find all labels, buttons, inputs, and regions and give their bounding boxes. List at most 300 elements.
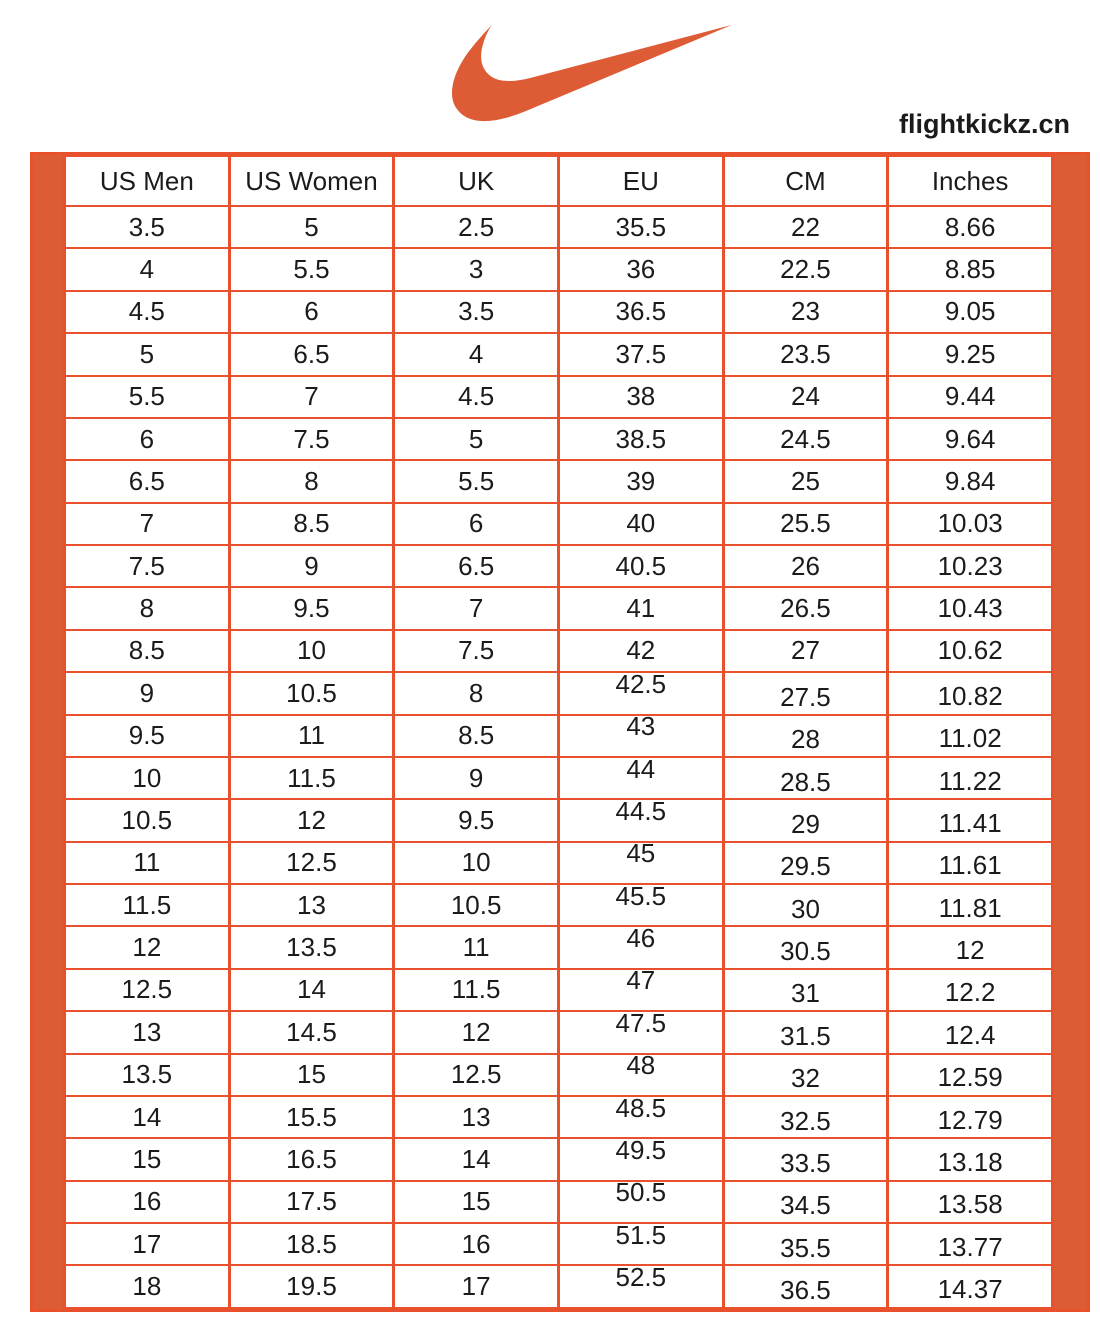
table-cell [888, 630, 1053, 672]
table-cell [723, 1138, 888, 1180]
table-cell [229, 587, 394, 629]
cell-value: 13.58 [937, 1189, 1003, 1220]
cell-value: 12 [955, 935, 985, 966]
table-cell [394, 418, 559, 460]
cell-value: 32.5 [780, 1105, 831, 1136]
cell-value: 6.5 [293, 338, 330, 369]
table-cell [394, 376, 559, 418]
cell-value: 8.5 [293, 508, 330, 539]
table-cell [558, 969, 723, 1011]
cell-value: 5.5 [293, 254, 330, 285]
table-cell [723, 333, 888, 375]
cell-value: 12 [297, 804, 326, 835]
table-cell [723, 672, 888, 714]
table-cell [394, 926, 559, 968]
cell-value: 7.5 [128, 550, 165, 581]
cell-value: 5 [468, 423, 484, 454]
cell-value: 37.5 [615, 338, 667, 369]
cell-value: 10.5 [450, 889, 502, 920]
cell-value: 10.03 [937, 508, 1003, 539]
table-cell [229, 926, 394, 968]
cell-value: 14.37 [937, 1274, 1003, 1305]
cell-value: 12.2 [944, 977, 996, 1008]
cell-value: 52.5 [615, 1265, 667, 1293]
cell-value: 49.5 [615, 1138, 667, 1165]
cell-value: 24 [790, 381, 820, 412]
table-cell [723, 291, 888, 333]
table-cell [558, 418, 723, 460]
table-cell [888, 1011, 1053, 1053]
table-row [65, 969, 1053, 1011]
cell-value: 18.5 [286, 1228, 337, 1259]
cell-value: 10 [132, 762, 162, 793]
cell-value: 12.5 [450, 1059, 502, 1090]
table-cell [65, 248, 230, 290]
table-cell [723, 587, 888, 629]
cell-value: 30.5 [780, 936, 831, 967]
table-cell [65, 1223, 230, 1265]
table-cell [229, 1265, 394, 1308]
table-row [65, 248, 1053, 290]
cell-value: 3 [468, 254, 484, 285]
table-cell [394, 587, 559, 629]
cell-value: 42.5 [615, 672, 667, 699]
table-cell [394, 503, 559, 545]
cell-value: 23 [790, 296, 820, 327]
table-cell [394, 842, 559, 884]
cell-value: 11.81 [938, 892, 1002, 923]
table-row [65, 545, 1053, 587]
table-cell [65, 630, 230, 672]
cell-value: 13 [132, 1016, 162, 1047]
cell-value: 4 [139, 254, 155, 285]
cell-value: 34.5 [780, 1190, 831, 1221]
table-cell [558, 842, 723, 884]
cell-value: 14 [297, 974, 326, 1005]
cell-value: 12.4 [944, 1019, 996, 1050]
table-cell [888, 248, 1053, 290]
table-row [65, 291, 1053, 333]
cell-value: 28.5 [780, 766, 831, 797]
cell-value: 36.5 [780, 1275, 831, 1306]
cell-value: 7 [139, 508, 155, 539]
table-cell [394, 884, 559, 926]
cell-value: 12.5 [121, 974, 173, 1005]
cell-value: 13 [297, 889, 326, 920]
cell-value: 5 [139, 338, 155, 369]
table-cell [229, 969, 394, 1011]
cell-value: 40 [626, 508, 656, 539]
cell-value: 31.5 [780, 1020, 831, 1051]
table-cell [229, 206, 394, 248]
nike-swoosh-path [452, 25, 732, 121]
cell-value: 12.5 [286, 847, 337, 878]
cell-value: 11.5 [122, 889, 172, 920]
table-cell [394, 248, 559, 290]
table-cell [723, 1011, 888, 1053]
cell-value: 3.5 [458, 296, 495, 327]
table-cell [65, 1096, 230, 1138]
table-cell [723, 1054, 888, 1096]
table-cell [558, 1265, 723, 1308]
cell-value: 10.5 [121, 804, 173, 835]
table-cell [394, 545, 559, 587]
cell-value: 38.5 [615, 423, 667, 454]
table-cell [888, 460, 1053, 502]
cell-value: 10.5 [286, 677, 337, 708]
table-cell [65, 1138, 230, 1180]
table-cell [558, 206, 723, 248]
cell-value: 10.82 [937, 680, 1003, 711]
cell-value: 8.5 [128, 635, 165, 666]
cell-value: 46 [626, 926, 656, 954]
table-cell [723, 503, 888, 545]
table-row [65, 333, 1053, 375]
table-cell [888, 884, 1053, 926]
cell-value: 9.64 [944, 423, 996, 454]
table-cell [723, 1223, 888, 1265]
table-cell [229, 333, 394, 375]
cell-value: 11.22 [938, 765, 1002, 796]
cell-value: 23.5 [780, 338, 831, 369]
table-row [65, 418, 1053, 460]
table-row [65, 672, 1053, 714]
cell-value: 15 [132, 1143, 162, 1174]
table-row [65, 1096, 1053, 1138]
cell-value: 12.59 [937, 1062, 1003, 1093]
table-cell [558, 1181, 723, 1223]
table-cell [723, 630, 888, 672]
table-cell [558, 799, 723, 841]
table-row [65, 884, 1053, 926]
cell-value: 6.5 [458, 550, 495, 581]
table-cell [888, 1223, 1053, 1265]
table-cell [888, 503, 1053, 545]
table-cell [65, 333, 230, 375]
table-cell [723, 460, 888, 502]
cell-value: 7 [304, 381, 319, 412]
cell-value: 31 [790, 978, 820, 1009]
cell-value: 24.5 [780, 423, 831, 454]
cell-value: 35.5 [615, 211, 667, 242]
table-cell [65, 842, 230, 884]
table-cell [394, 1054, 559, 1096]
table-cell [888, 291, 1053, 333]
table-cell [229, 248, 394, 290]
cell-value: 4.5 [458, 381, 495, 412]
table-cell [229, 1138, 394, 1180]
cell-value: 8.85 [944, 254, 996, 285]
table-row [65, 587, 1053, 629]
table-cell [65, 418, 230, 460]
table-cell [229, 545, 394, 587]
table-cell [394, 715, 559, 757]
cell-value: 26.5 [780, 593, 831, 624]
table-cell [65, 1265, 230, 1308]
table-row [65, 1181, 1053, 1223]
right-accent-bar [1054, 155, 1087, 1309]
cell-value: 43 [626, 714, 656, 742]
cell-value: 9.84 [944, 465, 996, 496]
cell-value: 11.5 [287, 762, 336, 793]
table-cell [558, 460, 723, 502]
cell-value: 11 [133, 847, 161, 878]
table-row [65, 799, 1053, 841]
table-row [65, 460, 1053, 502]
table-cell [558, 333, 723, 375]
table-cell [723, 248, 888, 290]
table-cell [558, 715, 723, 757]
cell-value: 38 [626, 381, 656, 412]
table-cell [723, 1265, 888, 1308]
header-row [65, 156, 1053, 206]
table-cell [888, 587, 1053, 629]
size-chart [30, 152, 1090, 1312]
table-cell [888, 842, 1053, 884]
cell-value: 14 [132, 1101, 162, 1132]
cell-value: 17.5 [286, 1186, 337, 1217]
table-cell [229, 291, 394, 333]
cell-value: 10.43 [937, 593, 1003, 624]
cell-value: 28 [790, 724, 820, 755]
cell-value: 10.62 [937, 635, 1003, 666]
cell-value: 7.5 [293, 423, 330, 454]
table-cell [723, 715, 888, 757]
cell-value: 44.5 [615, 799, 667, 826]
cell-value: 17 [132, 1228, 162, 1259]
cell-value: 5.5 [128, 381, 165, 412]
table-cell [558, 1054, 723, 1096]
table-cell [229, 715, 394, 757]
cell-value: 47.5 [615, 1011, 667, 1038]
table-cell [558, 376, 723, 418]
table-cell [723, 376, 888, 418]
cell-value: 36.5 [615, 296, 667, 327]
table-cell [723, 206, 888, 248]
cell-value: 9.5 [128, 720, 165, 751]
table-cell [394, 1138, 559, 1180]
cell-value: 29.5 [780, 851, 831, 882]
table-cell [888, 1265, 1053, 1308]
table-cell [723, 757, 888, 799]
cell-value: 4 [468, 338, 484, 369]
table-row [65, 926, 1053, 968]
cell-value: 8.66 [944, 211, 996, 242]
cell-value: 11.61 [938, 850, 1002, 881]
table-body [65, 206, 1053, 1308]
table-row [65, 1054, 1053, 1096]
table-row [65, 206, 1053, 248]
cell-value: 11 [462, 932, 490, 963]
table-cell [888, 1096, 1053, 1138]
table-cell [229, 884, 394, 926]
table-cell [229, 1096, 394, 1138]
cell-value: 45.5 [615, 884, 667, 911]
cell-value: 35.5 [780, 1232, 831, 1263]
table-cell [558, 587, 723, 629]
table-cell [229, 460, 394, 502]
table-cell [888, 757, 1053, 799]
cell-value: 7.5 [458, 635, 495, 666]
cell-value: 10 [297, 635, 326, 666]
table-cell [558, 757, 723, 799]
cell-value: 26 [790, 550, 820, 581]
table-cell [558, 884, 723, 926]
table-cell [65, 926, 230, 968]
table-cell [558, 503, 723, 545]
cell-value: 9.5 [293, 593, 330, 624]
table-cell [394, 1096, 559, 1138]
cell-value: 11.5 [451, 974, 501, 1005]
table-cell [888, 1054, 1053, 1096]
table-cell [65, 1181, 230, 1223]
table-cell [394, 206, 559, 248]
cell-value: 13 [461, 1101, 491, 1132]
cell-value: 8 [468, 677, 484, 708]
cell-value: 9.5 [458, 804, 495, 835]
cell-value: 27 [790, 635, 820, 666]
cell-value: 9.05 [944, 296, 996, 327]
table-cell [888, 545, 1053, 587]
cell-value: 12 [132, 932, 162, 963]
table-cell [723, 1181, 888, 1223]
cell-value: 4.5 [128, 296, 165, 327]
column-header-us-women: US Women [229, 156, 394, 206]
cell-value: 5 [304, 211, 319, 242]
table-cell [558, 672, 723, 714]
cell-value: 14.5 [286, 1016, 337, 1047]
table-cell [394, 291, 559, 333]
table-cell [723, 418, 888, 460]
table-row [65, 1138, 1053, 1180]
table-cell [229, 757, 394, 799]
table-cell [65, 672, 230, 714]
cell-value: 33.5 [780, 1147, 831, 1178]
cell-value: 13.18 [937, 1146, 1003, 1177]
cell-value: 16.5 [286, 1143, 337, 1174]
table-cell [65, 884, 230, 926]
cell-value: 13.77 [937, 1231, 1003, 1262]
table-cell [394, 460, 559, 502]
nike-swoosh-logo [452, 22, 732, 124]
table-cell [229, 1011, 394, 1053]
cell-value: 22.5 [780, 254, 831, 285]
table-cell [888, 1138, 1053, 1180]
cell-value: 8 [304, 465, 319, 496]
table-cell [229, 842, 394, 884]
cell-value: 16 [132, 1186, 162, 1217]
table-cell [229, 376, 394, 418]
table-cell [888, 1181, 1053, 1223]
cell-value: 27.5 [780, 681, 831, 712]
cell-value: 10.23 [937, 550, 1003, 581]
cell-value: 44 [626, 756, 656, 784]
cell-value: 42 [626, 635, 656, 666]
table-row [65, 757, 1053, 799]
cell-value: 2.5 [458, 211, 495, 242]
cell-value: 47 [626, 968, 656, 996]
cell-value: 29 [790, 808, 820, 839]
table-cell [888, 715, 1053, 757]
cell-value: 15 [297, 1059, 326, 1090]
left-accent-bar [33, 155, 63, 1309]
cell-value: 8 [139, 593, 155, 624]
cell-value: 12.79 [937, 1104, 1003, 1135]
cell-value: 9 [139, 677, 155, 708]
table-cell [558, 1096, 723, 1138]
table-cell [394, 333, 559, 375]
cell-value: 9 [304, 550, 319, 581]
table-cell [394, 1265, 559, 1308]
table-row [65, 1265, 1053, 1308]
table-cell [723, 545, 888, 587]
table-row [65, 503, 1053, 545]
table-cell [65, 206, 230, 248]
table-cell [558, 926, 723, 968]
cell-value: 17 [461, 1271, 491, 1302]
cell-value: 51.5 [615, 1223, 667, 1250]
table-cell [229, 418, 394, 460]
table-row [65, 1223, 1053, 1265]
table-cell [65, 460, 230, 502]
table-cell [394, 757, 559, 799]
table-cell [558, 630, 723, 672]
cell-value: 9.44 [944, 381, 996, 412]
table-cell [229, 799, 394, 841]
cell-value: 6 [304, 296, 319, 327]
column-header-uk: UK [394, 156, 559, 206]
column-header-eu: EU [558, 156, 723, 206]
cell-value: 3.5 [128, 211, 165, 242]
table-cell [65, 587, 230, 629]
table-cell [723, 884, 888, 926]
cell-value: 15.5 [286, 1101, 337, 1132]
table-row [65, 630, 1053, 672]
table-cell [888, 672, 1053, 714]
cell-value: 39 [626, 465, 656, 496]
table-cell [65, 799, 230, 841]
column-header-inches: Inches [888, 156, 1053, 206]
cell-value: 9.25 [944, 338, 996, 369]
cell-value: 15 [461, 1186, 491, 1217]
cell-value: 6 [468, 508, 484, 539]
column-header-cm: CM [723, 156, 888, 206]
table-cell [394, 1011, 559, 1053]
cell-value: 19.5 [286, 1271, 337, 1302]
table-cell [229, 503, 394, 545]
table-row [65, 715, 1053, 757]
table-row [65, 842, 1053, 884]
table-cell [65, 969, 230, 1011]
table-cell [65, 291, 230, 333]
table-cell [723, 969, 888, 1011]
table-cell [723, 842, 888, 884]
cell-value: 11 [297, 720, 325, 751]
table-cell [723, 799, 888, 841]
cell-value: 36 [626, 254, 656, 285]
table-cell [888, 799, 1053, 841]
table-cell [394, 630, 559, 672]
table-cell [65, 376, 230, 418]
cell-value: 16 [461, 1228, 491, 1259]
table-cell [65, 757, 230, 799]
table-cell [65, 715, 230, 757]
cell-value: 32 [790, 1063, 820, 1094]
table-row [65, 376, 1053, 418]
column-header-us-men: US Men [65, 156, 230, 206]
cell-value: 45 [626, 841, 656, 869]
table-cell [394, 672, 559, 714]
